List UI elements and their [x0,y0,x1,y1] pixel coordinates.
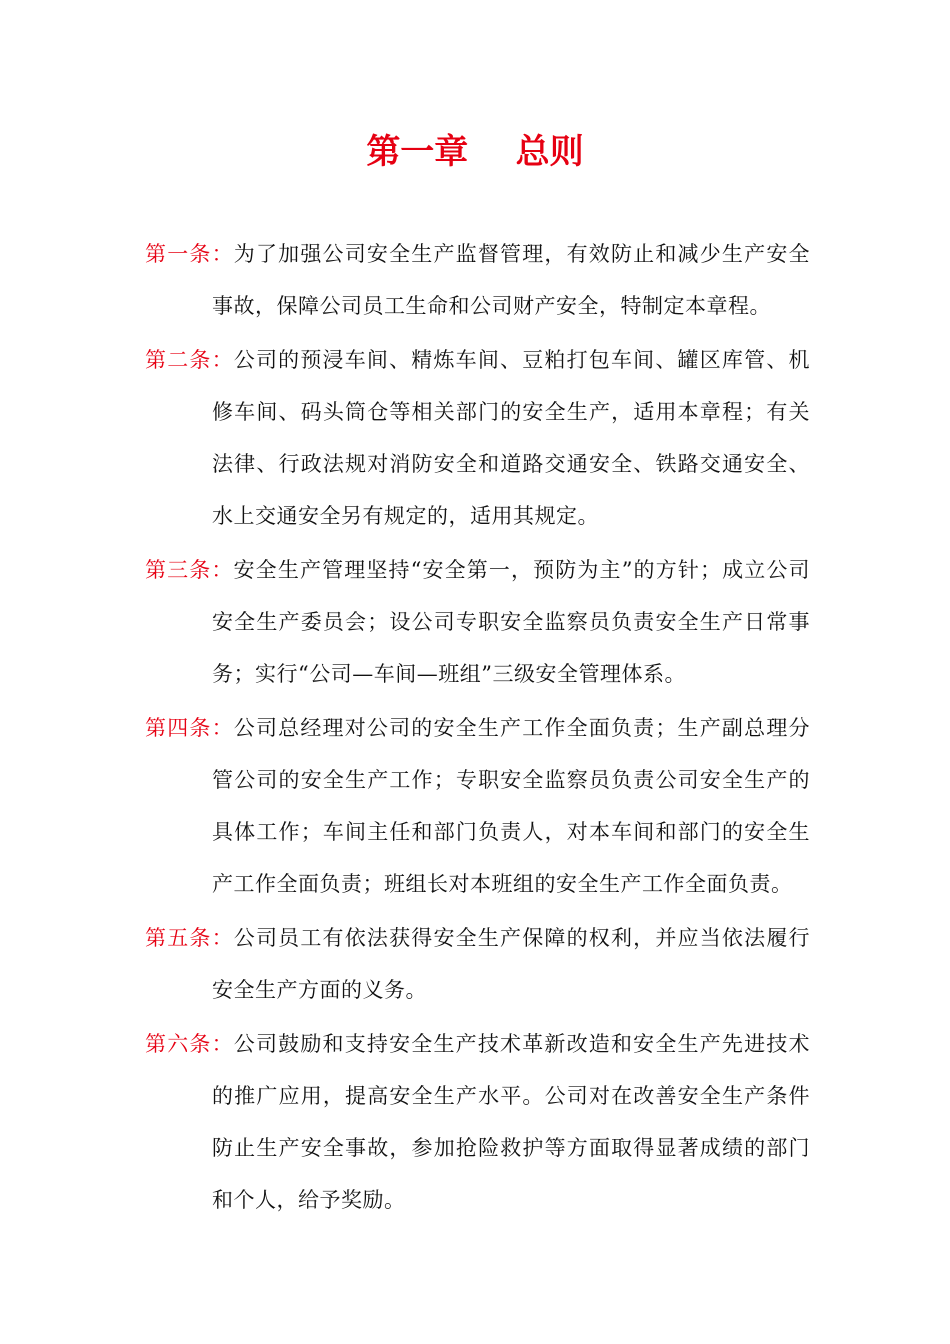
article-3 [145,544,810,700]
article-text: 公司鼓励和支持安全生产技术革新改造和安全生产先进技术的推广应用，提高安全生产水平。公司对在改善安全生产条件防止生产安全事故，参加抢险救护等方面取得显著成绩的部门和个人，给予奖励。 [212,1032,811,1212]
article-label: 第五条： [145,926,234,950]
article-1 [145,228,810,332]
article-text: 为了加强公司安全生产监督管理，有效防止和减少生产安全事故，保障公司员工生命和公司财产安全，特制定本章程。 [212,242,811,318]
article-label: 第三条： [145,558,234,582]
article-2 [145,334,810,542]
article-text: 公司的预浸车间、精炼车间、豆粕打包车间、罐区库管、机修车间、码头筒仓等相关部门的安全生产，适用本章程；有关法律、行政法规对消防安全和道路交通安全、铁路交通安全、水上交通安全另有规定的，适用其规定。 [212,348,811,528]
article-text: 公司员工有依法获得安全生产保障的权利，并应当依法履行安全生产方面的义务。 [212,926,811,1002]
article-text: 公司总经理对公司的安全生产工作全面负责；生产副总理分管公司的安全生产工作；专职安全监察员负责公司安全生产的具体工作；车间主任和部门负责人，对本车间和部门的安全生产工作全面负责；班组长对本班组的安全生产工作全面负责。 [212,716,811,896]
article-label: 第六条： [145,1032,234,1056]
chapter-title: 第一章 总则 [366,132,584,172]
article-label: 第二条： [145,348,234,372]
article-6 [145,1018,810,1226]
article-text: 安全生产管理坚持“安全第一，预防为主”的方针；成立公司安全生产委员会；设公司专职安全监察员负责安全生产日常事务；实行“公司—车间—班组”三级安全管理体系。 [212,558,810,686]
article-5 [145,912,810,1016]
article-4 [145,702,810,910]
article-label: 第一条： [145,242,234,266]
article-label: 第四条： [145,716,234,740]
article-list [145,228,810,1228]
